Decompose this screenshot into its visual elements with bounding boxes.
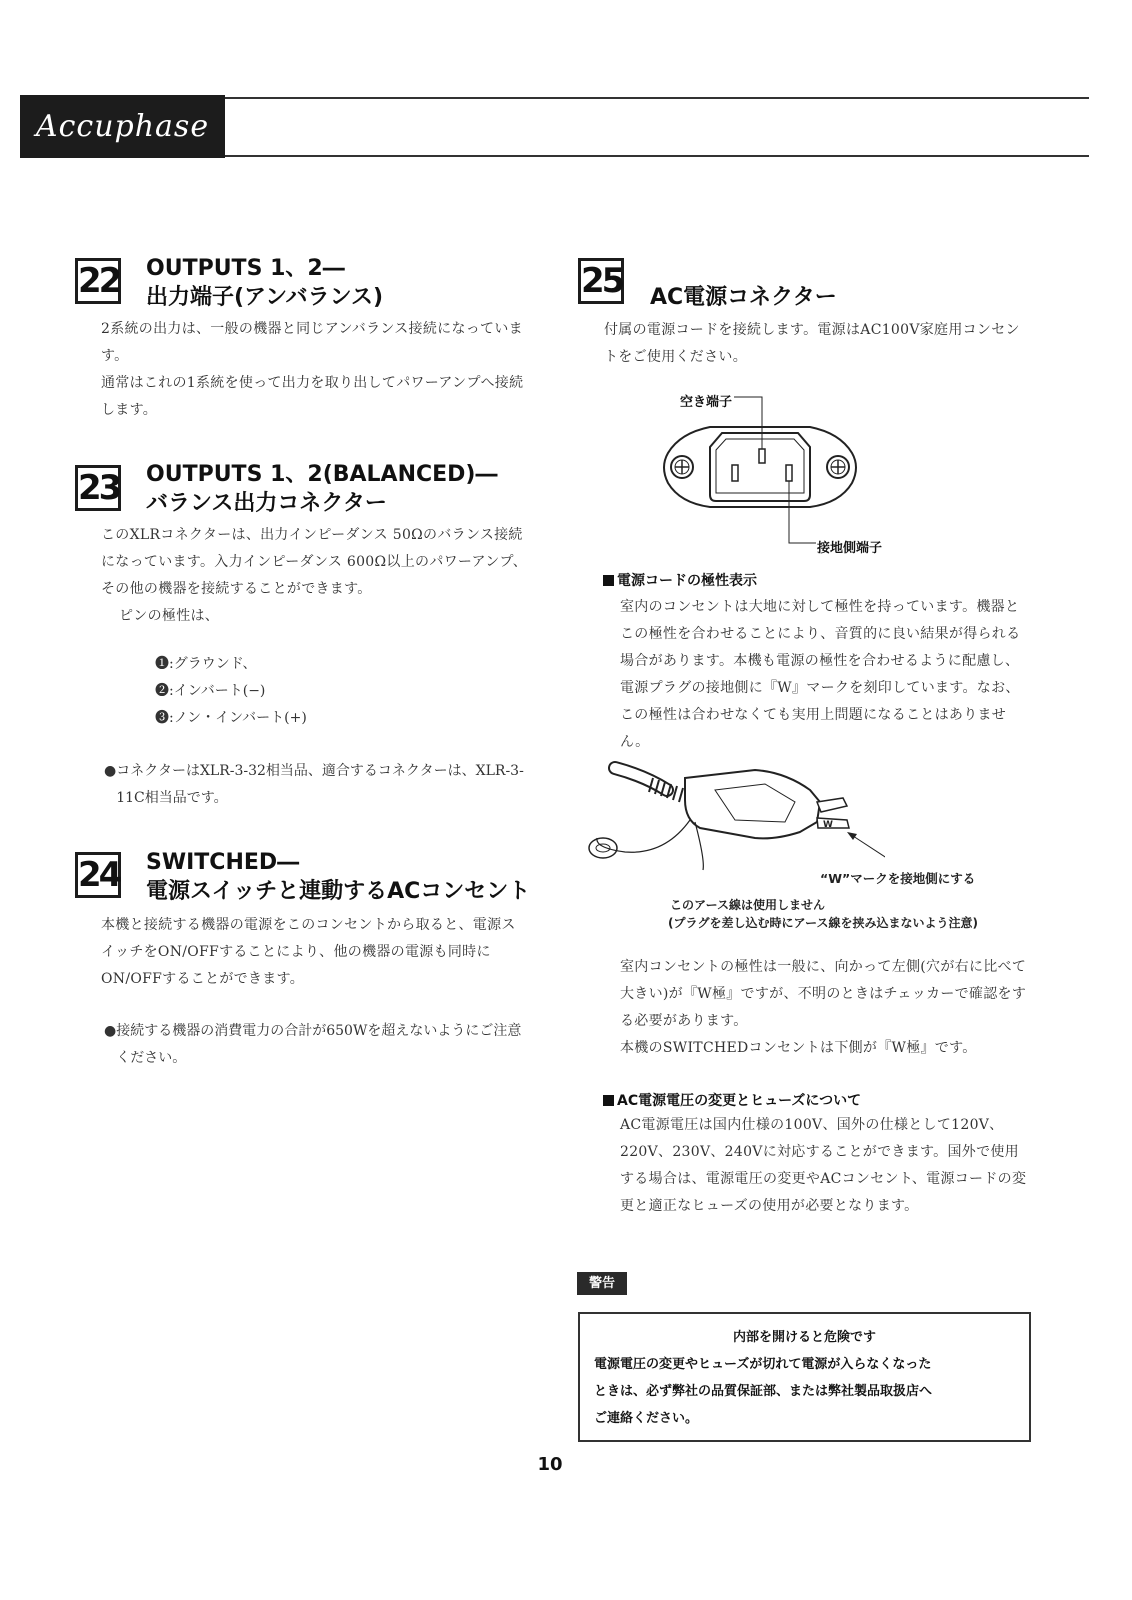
warning-box [578, 1312, 1031, 1442]
outlet-polarity-body [620, 954, 1030, 1062]
section-number-22: 22 [75, 258, 121, 304]
voltage-heading-text: AC電源電圧の変更とヒューズについて [617, 1093, 862, 1109]
polarity-heading [603, 570, 757, 590]
section-22-paragraph-1: 2系統の出力は、一般の機器と同じアンバランス接続になっています。 [101, 321, 523, 364]
section-23-note-text: コネクターはXLR-3-32相当品、適合するコネクターは、XLR-3-11C相当品です。 [116, 763, 524, 806]
polarity-paragraph: 室内のコンセントは大地に対して極性を持っています。機器とこの極性を合わせることにより、音質的に良い結果が得られる場合があります。本機も電源の極性を合わせるように配慮し、電源プラグの接地側に『W』マークを刻印しています。なお、この極性は合わせなくても実用上問題になることはありません。 [620, 599, 1021, 750]
section-22-body [101, 316, 529, 424]
pin-list [155, 651, 307, 732]
section-23-paragraph: このXLRコネクターは、出力インピーダンス 50Ωのバランス接続になっています。入力インピーダンス 600Ω以上のパワーアンプ、その他の機器を接続することができます。 [101, 527, 528, 597]
section-22-paragraph-2: 通常はこれの1系統を使って出力を取り出してパワーアンプへ接続します。 [101, 375, 524, 418]
section-23-body [101, 522, 529, 630]
section-24-title-line1: SWITCHED― [146, 850, 300, 875]
label-ground-terminal: 接地側端子 [817, 541, 883, 556]
section-22-title-line1: OUTPUTS 1、2― [146, 256, 345, 281]
pin-item-1: ❶:グラウンド、 [155, 656, 257, 672]
header-rule-bottom [225, 155, 1089, 157]
section-25-paragraph: 付属の電源コードを接続します。電源はAC100V家庭用コンセントをご使用ください。 [604, 322, 1020, 365]
warning-line-2: ときは、必ず弊社の品質保証部、または弊社製品取扱店へ [594, 1384, 933, 1399]
power-plug-diagram [585, 760, 885, 880]
polarity-heading-text: 電源コードの極性表示 [617, 573, 757, 589]
outlet-paragraph-1: 室内コンセントの極性は一般に、向かって左側(穴が右に比べて大きい)が『W極』ですが、不明のときはチェッカーで確認をする必要があります。 [620, 959, 1027, 1029]
section-25-title: AC電源コネクター [650, 285, 837, 310]
section-23-note [104, 758, 529, 812]
section-25-body [604, 317, 1032, 371]
square-bullet-icon [603, 575, 614, 586]
section-23-title-line1: OUTPUTS 1、2(BALANCED)― [146, 462, 498, 487]
ac-inlet-diagram [660, 395, 870, 550]
warning-line-1: 電源電圧の変更やヒューズが切れて電源が入らなくなった [594, 1357, 932, 1372]
section-24-note-text: 接続する機器の消費電力の合計が650Wを超えないようにご注意ください。 [116, 1023, 522, 1066]
section-number-23: 23 [75, 465, 121, 511]
section-number-25: 25 [578, 258, 624, 304]
voltage-body [620, 1112, 1030, 1220]
warning-title: 内部を開けると危険です [732, 1330, 876, 1345]
section-24-title-line2: 電源スイッチと連動するACコンセント [146, 879, 531, 904]
voltage-heading [603, 1090, 861, 1110]
page-number: 10 [537, 1454, 563, 1475]
voltage-paragraph: AC電源電圧は国内仕様の100V、国外の仕様として120V、220V、230V、240Vに対応することができます。国外で使用する場合は、電源電圧の変更やACコンセント、電源コードの変更と適正なヒューズの使用が必要となります。 [620, 1117, 1027, 1214]
warning-line-3: ご連絡ください。 [594, 1411, 699, 1426]
section-24-paragraph: 本機と接続する機器の電源をこのコンセントから取ると、電源スイッチをON/OFFすることにより、他の機器の電源も同時にON/OFFすることができます。 [101, 917, 516, 987]
section-23-title-line2: バランス出力コネクター [146, 491, 387, 516]
earth-wire-caption-2: (プラグを差し込む時にアース線を挟み込まないよう注意) [668, 916, 979, 930]
square-bullet-icon [603, 1095, 614, 1106]
header-rule-top [225, 97, 1089, 99]
section-24-body [101, 912, 529, 993]
w-mark-caption: “W”マークを接地側にする [820, 871, 976, 886]
pin-item-2: ❷:インバート(−) [155, 683, 266, 699]
pin-item-3: ❸:ノン・インバート(+) [155, 710, 307, 726]
bullet-icon: ● [104, 1023, 117, 1039]
bullet-icon: ● [104, 763, 117, 779]
warning-tag: 警告 [577, 1272, 627, 1295]
section-24-note [104, 1018, 529, 1072]
section-23-pin-intro: ピンの極性は、 [119, 608, 220, 624]
w-mark-label: W [823, 820, 833, 830]
label-empty-terminal: 空き端子 [680, 395, 733, 410]
outlet-paragraph-2: 本機のSWITCHEDコンセントは下側が『W極』です。 [620, 1040, 977, 1056]
section-22-title-line2: 出力端子(アンバランス) [146, 285, 384, 310]
earth-wire-caption-1: このアース線は使用しません [670, 898, 826, 912]
polarity-body [620, 594, 1030, 756]
section-number-24: 24 [75, 852, 121, 898]
brand-logo: Accuphase [20, 95, 225, 158]
